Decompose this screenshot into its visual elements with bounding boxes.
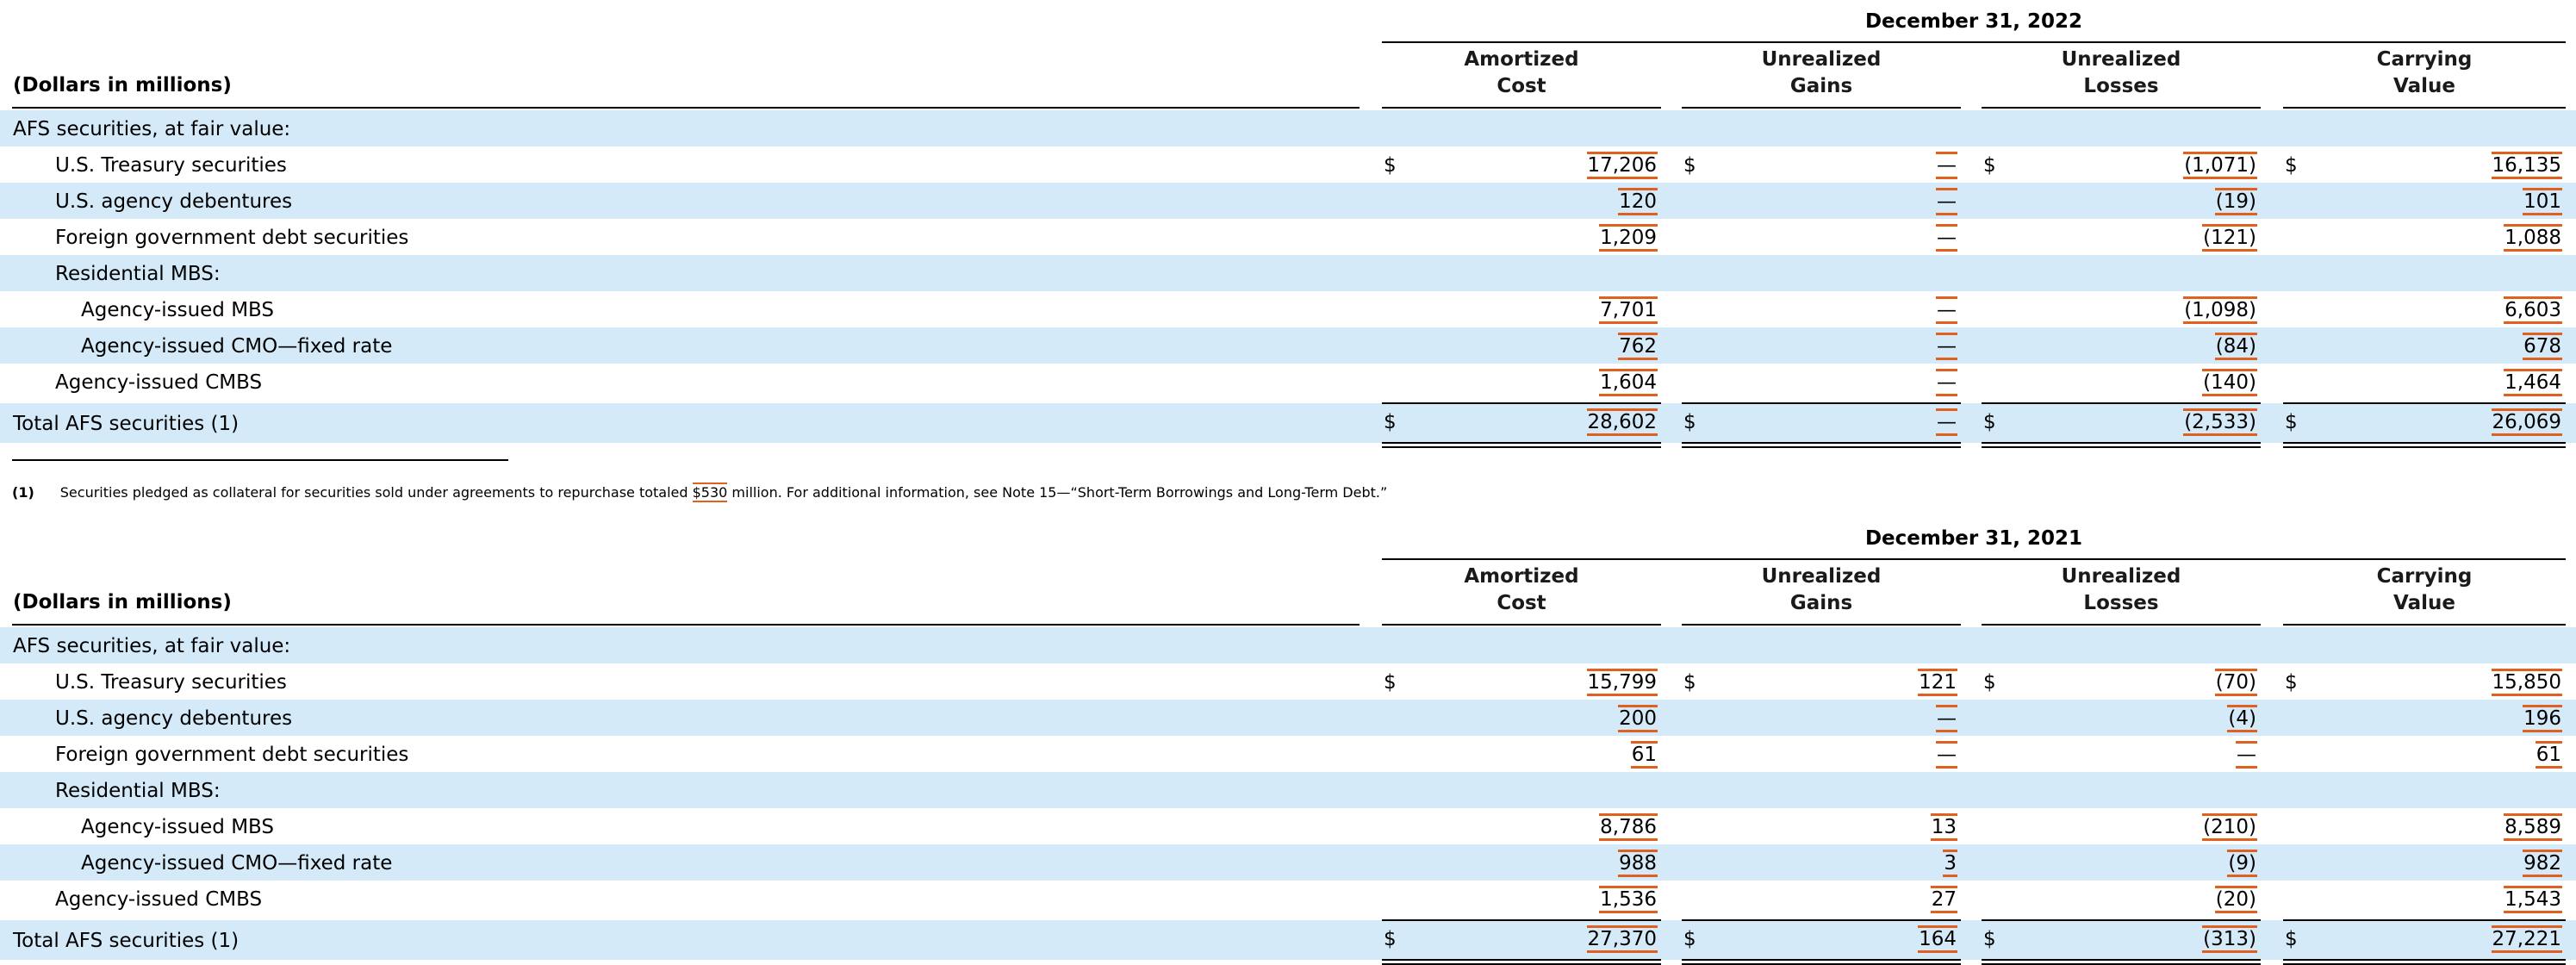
column-header-line: Unrealized	[1761, 48, 1882, 71]
row-label: Agency-issued MBS	[81, 816, 275, 838]
cell-value-text: 1,464	[2504, 369, 2562, 396]
period-heading: December 31, 2022	[1864, 10, 2083, 33]
currency-symbol: $	[1384, 928, 1397, 950]
cell-value	[2085, 744, 2257, 766]
currency-symbol: $	[1683, 928, 1696, 950]
cell-value	[1485, 707, 1658, 730]
cell-value	[1785, 227, 1957, 249]
cell-value-text: 1,543	[2504, 886, 2562, 913]
cell-value	[2085, 299, 2257, 321]
cell-value	[1485, 411, 1658, 433]
cell-value-text: 982	[2523, 850, 2562, 877]
column-header-rule	[1382, 107, 1661, 109]
cell-value	[1785, 411, 1957, 433]
row-label: Residential MBS:	[55, 263, 221, 285]
cell-value	[1485, 371, 1658, 394]
column-header-line: Losses	[2083, 75, 2159, 97]
total-bot1-rule	[1382, 959, 1661, 961]
total-top-rule	[1382, 919, 1661, 921]
table-row	[0, 255, 2576, 291]
table-row	[0, 808, 2576, 844]
cell-value	[2390, 888, 2562, 911]
cell-value	[2390, 707, 2562, 730]
cell-value	[1785, 371, 1957, 394]
row-label: Total AFS securities (1)	[13, 930, 240, 952]
cell-value	[2085, 335, 2257, 358]
total-bot1-rule	[2283, 959, 2566, 961]
cell-value	[2390, 335, 2562, 358]
total-bot2-rule	[1382, 446, 1661, 448]
column-header-rule	[1982, 624, 2261, 626]
currency-symbol: $	[1384, 411, 1397, 433]
cell-value-text: 17,206	[1587, 152, 1658, 179]
cell-value	[2085, 852, 2257, 875]
dollars-in-millions-label: (Dollars in millions)	[13, 591, 232, 613]
currency-symbol: $	[1983, 671, 1996, 694]
cell-value-text: 196	[2523, 705, 2562, 732]
cell-value-text: 678	[2523, 333, 2562, 360]
cell-value-text: (4)	[2227, 705, 2257, 732]
cell-value-text: (210)	[2202, 813, 2257, 841]
total-top-rule	[1982, 402, 2261, 404]
table-row	[0, 291, 2576, 327]
column-header	[1982, 563, 2261, 617]
cell-value-text: (20)	[2215, 886, 2257, 913]
column-header	[2283, 563, 2566, 617]
column-header	[1982, 47, 2261, 100]
total-top-rule	[1982, 919, 2261, 921]
total-bot1-rule	[1982, 959, 2261, 961]
cell-value-text: 13	[1931, 813, 1957, 841]
currency-symbol: $	[2285, 154, 2298, 177]
total-bot1-rule	[1382, 442, 1661, 444]
cell-value-text: 120	[1618, 188, 1658, 215]
cell-value	[1485, 888, 1658, 911]
currency-symbol: $	[2285, 928, 2298, 950]
row-label: Agency-issued MBS	[81, 299, 275, 321]
row-label: Foreign government debt securities	[55, 744, 409, 766]
cell-value-text: 61	[2536, 741, 2562, 769]
cell-value	[1785, 671, 1957, 694]
cell-value-text: 15,850	[2492, 669, 2562, 696]
cell-value	[2390, 190, 2562, 213]
column-header-line: Cost	[1496, 592, 1546, 614]
column-header-line: Cost	[1496, 75, 1546, 97]
total-top-rule	[2283, 919, 2566, 921]
currency-symbol: $	[2285, 411, 2298, 433]
column-header-line: Unrealized	[2061, 565, 2181, 588]
table-row	[0, 364, 2576, 400]
column-header-rule	[2283, 624, 2566, 626]
table-row	[0, 627, 2576, 663]
table-row	[0, 700, 2576, 736]
cell-value-text: (70)	[2215, 669, 2257, 696]
column-header-rule	[2283, 107, 2566, 109]
cell-value	[1785, 299, 1957, 321]
column-header-line: Gains	[1789, 592, 1853, 614]
cell-value	[1485, 671, 1658, 694]
cell-value	[1485, 190, 1658, 213]
total-top-rule	[1382, 402, 1661, 404]
column-header-rule	[1682, 107, 1961, 109]
currency-symbol: $	[1384, 154, 1397, 177]
cell-value	[1785, 852, 1957, 875]
cell-value-text: 27	[1931, 886, 1957, 913]
cell-value	[1485, 335, 1658, 358]
row-label: U.S. agency debentures	[55, 707, 293, 730]
cell-value-text: 1,536	[1599, 886, 1658, 913]
row-label: Total AFS securities (1)	[13, 413, 240, 435]
cell-value-text: 27,221	[2492, 925, 2562, 953]
total-bot1-rule	[1982, 442, 2261, 444]
total-top-rule	[1682, 402, 1961, 404]
cell-value-text: 6,603	[2504, 296, 2562, 324]
row-label: U.S. agency debentures	[55, 190, 293, 213]
dollars-in-millions-label: (Dollars in millions)	[13, 74, 232, 96]
column-header-line: Unrealized	[1761, 565, 1882, 588]
cell-value	[1485, 227, 1658, 249]
row-label: U.S. Treasury securities	[55, 154, 287, 177]
row-label: Foreign government debt securities	[55, 227, 409, 249]
row-label: Agency-issued CMBS	[55, 888, 263, 911]
cell-value-text: (84)	[2215, 333, 2257, 360]
cell-value-text: —	[1936, 333, 1957, 360]
row-label: U.S. Treasury securities	[55, 671, 287, 694]
table-row	[0, 772, 2576, 808]
label-column-rule	[12, 624, 1360, 626]
cell-value	[1785, 707, 1957, 730]
cell-value	[1485, 744, 1658, 766]
total-bot2-rule	[1682, 446, 1961, 448]
cell-value-text: 27,370	[1587, 925, 1658, 953]
row-label: Agency-issued CMO—fixed rate	[81, 335, 393, 358]
currency-symbol: $	[1683, 671, 1696, 694]
cell-value-text: (9)	[2227, 850, 2257, 877]
cell-value	[1485, 852, 1658, 875]
cell-value-text: 7,701	[1599, 296, 1658, 324]
cell-value	[2390, 299, 2562, 321]
cell-value	[2085, 888, 2257, 911]
cell-value-text: (19)	[2215, 188, 2257, 215]
cell-value-text: 988	[1618, 850, 1658, 877]
cell-value	[2085, 190, 2257, 213]
column-header-line: Carrying	[2376, 48, 2473, 71]
row-label: AFS securities, at fair value:	[13, 635, 291, 657]
cell-value-text: (1,071)	[2183, 152, 2257, 179]
cell-value-text: 3	[1943, 850, 1957, 877]
column-header-line: Unrealized	[2061, 48, 2181, 71]
table-row	[0, 844, 2576, 881]
footnote-text-before: Securities pledged as collateral for securities sold under agreements to repurchase totaled	[59, 484, 693, 501]
cell-value-text: 1,088	[2504, 224, 2562, 252]
cell-value	[2085, 227, 2257, 249]
total-bot1-rule	[1682, 959, 1961, 961]
cell-value-text: 26,069	[2492, 408, 2562, 436]
period-rule	[1382, 558, 2566, 560]
cell-value	[1485, 154, 1658, 177]
column-header	[1682, 47, 1961, 100]
total-bot1-rule	[1682, 442, 1961, 444]
cell-value	[2390, 411, 2562, 433]
cell-value-text: 121	[1918, 669, 1957, 696]
column-header-line: Gains	[1789, 75, 1853, 97]
cell-value-text: (121)	[2202, 224, 2257, 252]
cell-value	[2085, 928, 2257, 950]
table-row	[0, 881, 2576, 917]
footnote-amount: $530	[692, 484, 728, 501]
cell-value-text: —	[1936, 369, 1957, 396]
cell-value-text: (2,533)	[2183, 408, 2257, 436]
cell-value	[1785, 744, 1957, 766]
column-header	[1382, 47, 1661, 100]
cell-value	[1785, 335, 1957, 358]
cell-value	[1785, 154, 1957, 177]
cell-value-text: (1,098)	[2183, 296, 2257, 324]
cell-value-text: 8,589	[2504, 813, 2562, 841]
cell-value-text: 762	[1618, 333, 1658, 360]
cell-value	[2390, 744, 2562, 766]
cell-value-text: (313)	[2202, 925, 2257, 953]
cell-value-text: —	[1936, 188, 1957, 215]
cell-value	[2390, 371, 2562, 394]
column-header-rule	[1382, 624, 1661, 626]
cell-value-text: —	[1936, 152, 1957, 179]
cell-value	[1485, 299, 1658, 321]
cell-value	[1485, 928, 1658, 950]
cell-value	[2390, 852, 2562, 875]
column-header-line: Value	[2393, 75, 2455, 97]
footnote-rule	[12, 459, 508, 461]
cell-value-text: 1,209	[1599, 224, 1658, 252]
footnote-text-after: million. For additional information, see Note 15—“Short-Term Borrowings and Long-Term Debt.”	[727, 484, 1388, 501]
cell-value-text: 28,602	[1587, 408, 1658, 436]
cell-value-text: —	[1936, 224, 1957, 252]
footnote	[12, 484, 1387, 501]
cell-value	[2390, 671, 2562, 694]
total-bot2-rule	[1982, 446, 2261, 448]
table-row	[0, 219, 2576, 255]
currency-symbol: $	[1983, 928, 1996, 950]
cell-value-text: 1,604	[1599, 369, 1658, 396]
currency-symbol: $	[1683, 154, 1696, 177]
cell-value-text: —	[2236, 741, 2257, 769]
table-row	[0, 110, 2576, 146]
total-bot1-rule	[2283, 442, 2566, 444]
period-rule	[1382, 41, 2566, 43]
table-row	[0, 183, 2576, 219]
cell-value	[2085, 371, 2257, 394]
currency-symbol: $	[1384, 671, 1397, 694]
cell-value	[2085, 707, 2257, 730]
total-row	[0, 403, 2576, 443]
cell-value	[2085, 671, 2257, 694]
cell-value	[1785, 888, 1957, 911]
row-label: Agency-issued CMBS	[55, 371, 263, 394]
cell-value	[2390, 227, 2562, 249]
currency-symbol: $	[1983, 411, 1996, 433]
cell-value-text: 16,135	[2492, 152, 2562, 179]
cell-value-text: 8,786	[1599, 813, 1658, 841]
currency-symbol: $	[2285, 671, 2298, 694]
cell-value-text: 61	[1631, 741, 1658, 769]
cell-value-text: 164	[1918, 925, 1957, 953]
total-top-rule	[1682, 919, 1961, 921]
column-header-line: Carrying	[2376, 565, 2473, 588]
cell-value-text: —	[1936, 408, 1957, 436]
cell-value	[1785, 928, 1957, 950]
total-bot2-rule	[2283, 446, 2566, 448]
column-header-line: Losses	[2083, 592, 2159, 614]
cell-value	[2085, 154, 2257, 177]
column-header-line: Value	[2393, 592, 2455, 614]
row-label: Agency-issued CMO—fixed rate	[81, 852, 393, 875]
row-label: AFS securities, at fair value:	[13, 118, 291, 140]
column-header-line: Amortized	[1464, 565, 1579, 588]
table-row	[0, 663, 2576, 700]
table-row	[0, 736, 2576, 772]
table-row	[0, 327, 2576, 364]
table-row	[0, 146, 2576, 183]
column-header	[2283, 47, 2566, 100]
total-top-rule	[2283, 402, 2566, 404]
cell-value	[2390, 154, 2562, 177]
column-header	[1382, 563, 1661, 617]
footnote-mark: (1)	[12, 484, 34, 501]
column-header-rule	[1982, 107, 2261, 109]
cell-value	[2085, 411, 2257, 433]
cell-value	[1785, 190, 1957, 213]
cell-value	[2085, 816, 2257, 838]
cell-value-text: 200	[1618, 705, 1658, 732]
currency-symbol: $	[1683, 411, 1696, 433]
cell-value	[1485, 816, 1658, 838]
cell-value	[1785, 816, 1957, 838]
currency-symbol: $	[1983, 154, 1996, 177]
label-column-rule	[12, 107, 1360, 109]
cell-value	[2390, 928, 2562, 950]
column-header	[1682, 563, 1961, 617]
cell-value-text: —	[1936, 705, 1957, 732]
cell-value-text: (140)	[2202, 369, 2257, 396]
cell-value	[2390, 816, 2562, 838]
total-row	[0, 920, 2576, 960]
row-label: Residential MBS:	[55, 780, 221, 802]
column-header-line: Amortized	[1464, 48, 1579, 71]
cell-value-text: —	[1936, 741, 1957, 769]
period-heading: December 31, 2021	[1864, 527, 2083, 550]
column-header-rule	[1682, 624, 1961, 626]
cell-value-text: —	[1936, 296, 1957, 324]
cell-value-text: 101	[2523, 188, 2562, 215]
cell-value-text: 15,799	[1587, 669, 1658, 696]
